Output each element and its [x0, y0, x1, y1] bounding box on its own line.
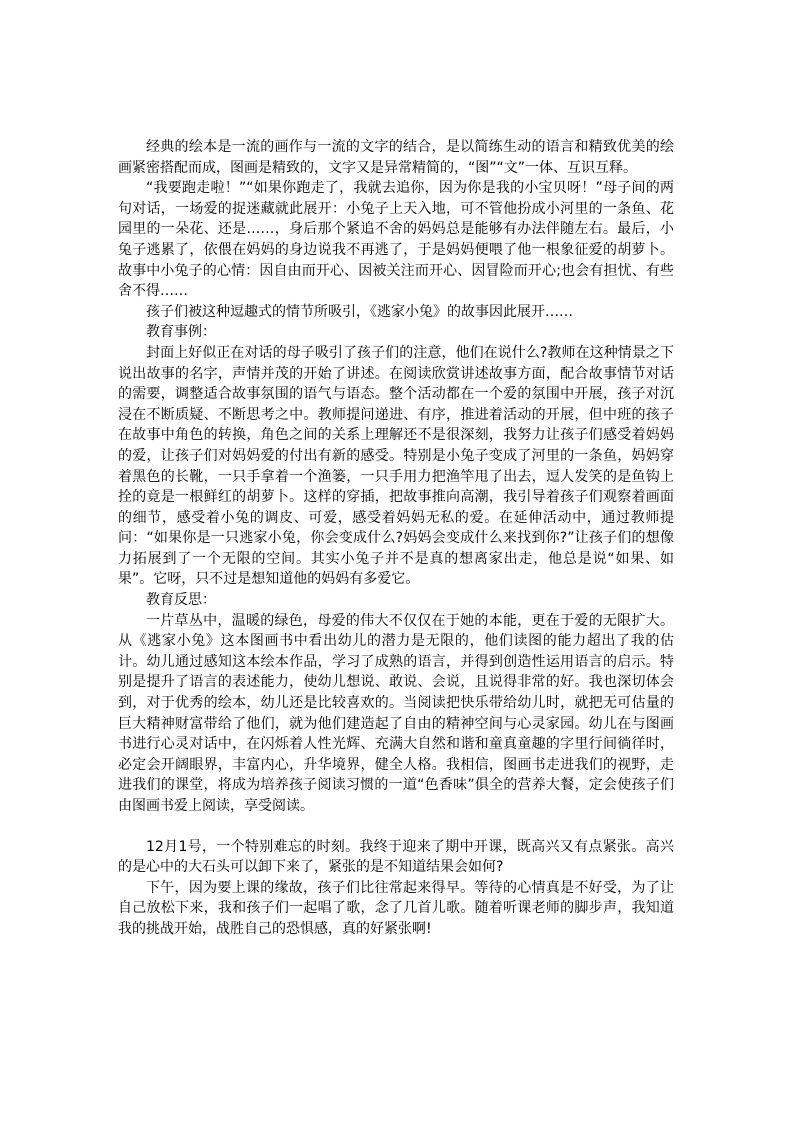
heading-education-reflection: 教育反思：	[146, 592, 216, 609]
paragraph-dec-first: 12月1号，一个特别难忘的时刻。我终于迎来了期中开课，既高兴又有点紧张。高兴的是心中的大石头可以卸下来了，紧张的是不知道结果会如何?	[118, 838, 674, 876]
document-body	[118, 137, 674, 940]
heading-education-case: 教育事例：	[146, 324, 216, 341]
paragraph-dialogue: “我要跑走啦！”“如果你跑走了，我就去追你，因为你是我的小宝贝呀！”母子间的两句对话，一场爱的捉迷藏就此展开：小兔子上天入地，可不管他扮成小河里的一条鱼、花园里的一朵花、还是……，身后那个紧追不舍的妈妈总是能够有办法伴随左右。最后，小兔子逃累了，依偎在妈妈的身边说我不再逃了，于是妈妈便喂了他一根象征爱的胡萝卜。故事中小兔子的心情：因自由而开心、因被关注而开心、因冒险而开心;也会有担忧、有些舍不得……	[118, 180, 674, 300]
paragraph-education-reflection: 一片草丛中，温暖的绿色，母爱的伟大不仅仅在于她的本能，更在于爱的无限扩大。从《逃家小兔》这本图画书中看出幼儿的潜力是无限的，他们读图的能力超出了我的估计。幼儿通过感知这本绘本作品，学习了成熟的语言，并得到创造性运用语言的启示。特别是提升了语言的表述能力，使幼儿想说、敢说、会说，且说得非常的好。我也深切体会到，对于优秀的绘本，幼儿还是比较喜欢的。当阅读把快乐带给幼儿时，就把无可估量的巨大精神财富带给了他们，就为他们建造起了自由的精神空间与心灵家园。幼儿在与图画书进行心灵对话中，在闪烁着人性光辉、充满大自然和谐和童真童趣的字里行间徜徉时，必定会开阔眼界，丰富内心，升华境界，健全人格。我相信，图画书走进我们的视野，走进我们的课堂，将成为培养孩子阅读习惯的一道“色香味”俱全的营养大餐，定会使孩子们由图画书爱上阅读，享受阅读。	[118, 612, 674, 814]
paragraph-transition: 孩子们被这种逗趣式的情节所吸引，《逃家小兔》的故事因此展开……	[146, 303, 573, 320]
paragraph-education-case: 封面上好似正在对话的母子吸引了孩子们的注意，他们在说什么?教师在这种情景之下说出故事的名字，声情并茂的开始了讲述。在阅读欣赏讲述故事方面，配合故事情节对话的需要，调整适合故事氛围的语气与语态。整个活动都在一个爱的氛围中开展，孩子对沉浸在不断质疑、不断思考之中。教师提问递进、有序，推进着活动的开展，但中班的孩子在故事中角色的转换，角色之间的关系上理解还不是很深刻，我努力让孩子们感受着妈妈的爱，让孩子们对妈妈爱的付出有新的感受。特别是小兔子变成了河里的一条鱼，妈妈穿着黑色的长靴，一只手拿着一个渔篓，一只手用力把渔竿甩了出去，逗人发笑的是鱼钩上拴的竟是一根鲜红的胡萝卜。这样的穿插，把故事推向高潮，我引导着孩子们观察着画面的细节，感受着小兔的调皮、可爱，感受着妈妈无私的爱。在延伸活动中，通过教师提问：“如果你是一只逃家小兔，你会变成什么?妈妈会变成什么来找到你?”让孩子们的想像力拓展到了一个无限的空间。其实小兔子并不是真的想离家出走，他总是说“如果、如果”。它呀，只不过是想知道他的妈妈有多爱它。	[118, 344, 674, 588]
paragraph-spacer	[118, 817, 674, 837]
paragraph-intro: 经典的绘本是一流的画作与一流的文字的结合，是以简练生动的语言和精致优美的绘画紧密搭配而成，图画是精致的，文字又是异常精简的，“图”“文”一体、互识互释。	[118, 139, 674, 176]
paragraph-afternoon: 下午，因为要上课的缘故，孩子们比往常起来得早。等待的心情真是不好受，为了让自己放松下来，我和孩子们一起唱了歌，念了几首儿歌。随着听课老师的脚步声，我知道我的挑战开始，战胜自己的恐惧感，真的好紧张啊!	[118, 879, 674, 937]
